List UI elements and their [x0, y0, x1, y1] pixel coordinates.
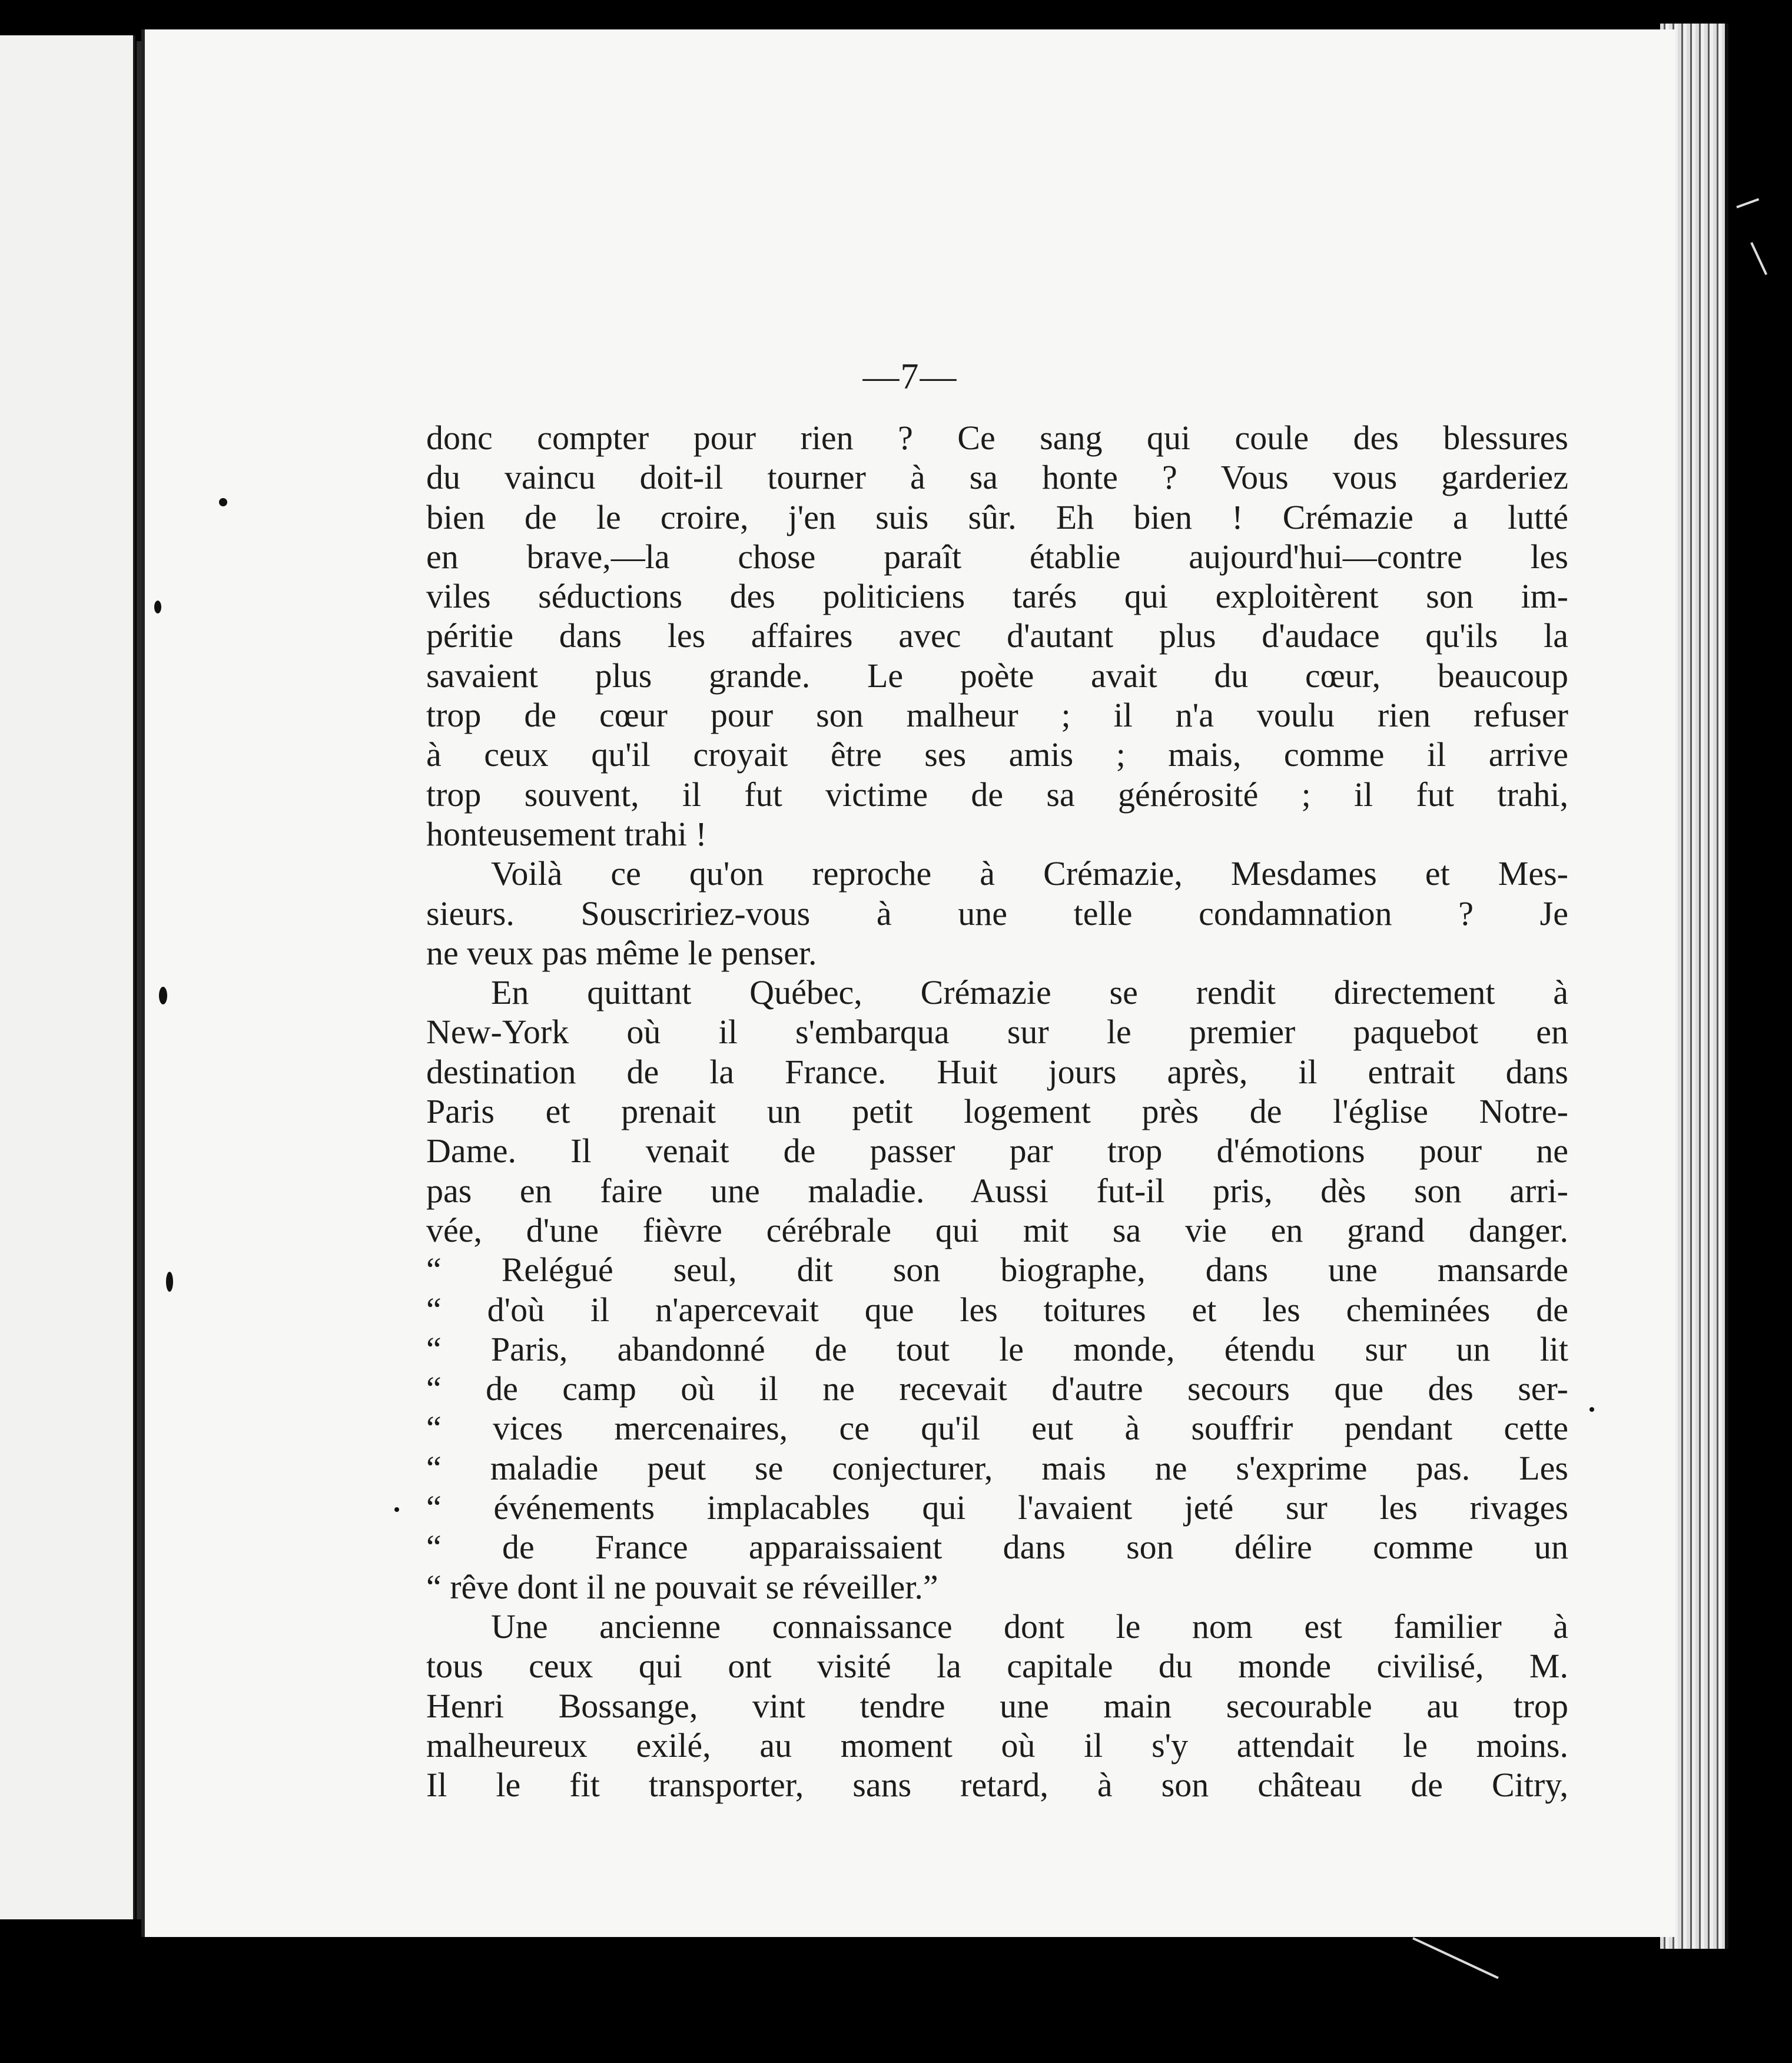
text-line: sieurs. Souscririez-vous à une telle condamnation ? Je [426, 894, 1568, 933]
quote-line: “ rêve dont il ne pouvait se réveiller.” [426, 1567, 938, 1606]
left-page-edge [0, 35, 135, 1919]
book-gutter [137, 41, 141, 1919]
scan-speck [159, 987, 167, 1004]
text-line: Paris et prenait un petit logement près de l'église Notre- [426, 1092, 1568, 1131]
text-line: du vaincu doit-il tourner à sa honte ? Vous vous garderiez [426, 458, 1568, 497]
book-page [141, 29, 1675, 1937]
scan-speck [219, 498, 227, 506]
text-line: Voilà ce qu'on reproche à Crémazie, Mesdames et Mes- [491, 854, 1568, 893]
scan-speck [1589, 1407, 1594, 1412]
quote-line: “ Relégué seul, dit son biographe, dans une mansarde [426, 1251, 1568, 1289]
text-line: péritie dans les affaires avec d'autant plus d'audace qu'ils la [426, 616, 1568, 655]
quote-line: “ Paris, abandonné de tout le monde, étendu sur un lit [426, 1329, 1568, 1368]
text-line: en brave,—la chose paraît établie aujourd'hui—contre les [426, 537, 1568, 576]
body-text [426, 418, 1568, 1805]
scan-speck [154, 601, 161, 613]
quote-line: “ maladie peut se conjecturer, mais ne s'exprime pas. Les [426, 1448, 1568, 1487]
text-line: vée, d'une fièvre cérébrale qui mit sa vie en grand danger. [426, 1210, 1568, 1249]
quote-line: “ vices mercenaires, ce qu'il eut à souffrir pendant cette [426, 1409, 1568, 1448]
text-line: destination de la France. Huit jours après, il entrait dans [426, 1052, 1568, 1091]
text-line: savaient plus grande. Le poète avait du cœur, beaucoup [426, 656, 1568, 695]
text-line: ne veux pas même le penser. [426, 933, 817, 972]
text-line: viles séductions des politiciens tarés qui exploitèrent son im- [426, 577, 1568, 616]
scan-scratch [1736, 198, 1759, 208]
text-line: à ceux qu'il croyait être ses amis ; mais, comme il arrive [426, 735, 1568, 774]
text-line: trop de cœur pour son malheur ; il n'a voulu rien refuser [426, 696, 1568, 735]
scan-speck [394, 1507, 399, 1512]
text-line: trop souvent, il fut victime de sa générosité ; il fut trahi, [426, 775, 1568, 814]
quote-line: “ de camp où il ne recevait d'autre secours que des ser- [426, 1369, 1568, 1408]
quote-line: “ d'où il n'apercevait que les toitures et les cheminées de [426, 1290, 1568, 1329]
page-number: —7— [862, 357, 958, 397]
text-line: Dame. Il venait de passer par trop d'émotions pour ne [426, 1132, 1568, 1170]
text-line: En quittant Québec, Crémazie se rendit directement à [491, 973, 1568, 1012]
text-line: donc compter pour rien ? Ce sang qui coule des blessures [426, 419, 1568, 457]
text-line: pas en faire une maladie. Aussi fut-il pris, dès son arri- [426, 1171, 1568, 1210]
text-line: malheureux exilé, au moment où il s'y attendait le moins. [426, 1726, 1568, 1765]
text-line: Une ancienne connaissance dont le nom est familier à [491, 1607, 1568, 1646]
text-line: bien de le croire, j'en suis sûr. Eh bien ! Crémazie a lutté [426, 497, 1568, 536]
scan-speck [166, 1272, 173, 1292]
quote-line: “ de France apparaissaient dans son délire comme un [426, 1528, 1568, 1567]
scan-scratch [1412, 1937, 1499, 1979]
quote-line: “ événements implacables qui l'avaient jeté sur les rivages [426, 1488, 1568, 1527]
text-line: Henri Bossange, vint tendre une main secourable au trop [426, 1686, 1568, 1725]
scan-scratch [1750, 242, 1767, 275]
text-line: tous ceux qui ont visité la capitale du monde civilisé, M. [426, 1647, 1568, 1686]
text-line: Il le fit transporter, sans retard, à son château de Citry, [426, 1766, 1568, 1805]
text-line: honteusement trahi ! [426, 814, 707, 853]
text-line: New-York où il s'embarqua sur le premier paquebot en [426, 1013, 1568, 1052]
